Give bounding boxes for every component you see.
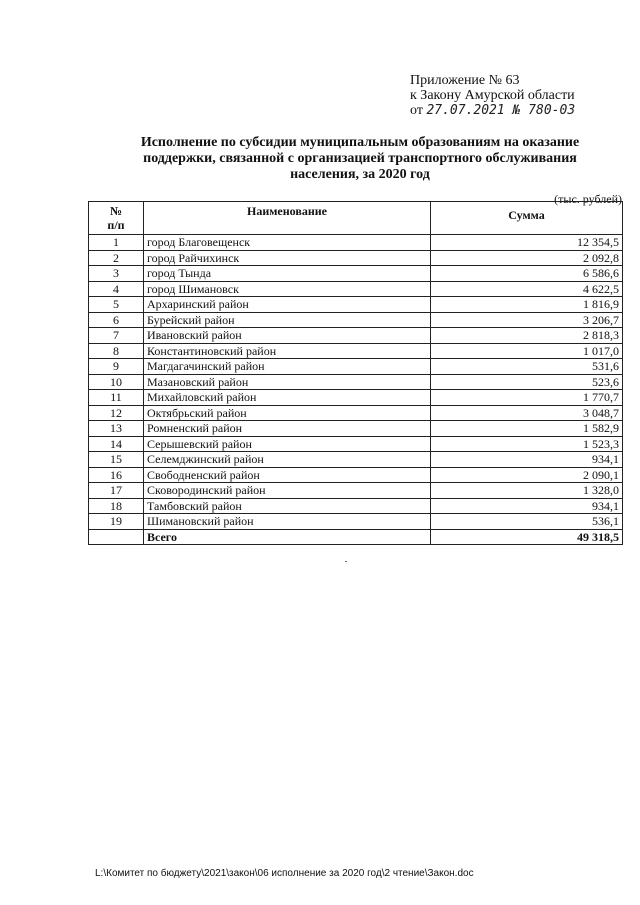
row-number-cell: 8 <box>89 343 144 359</box>
file-path-footer: L:\Комитет по бюджету\2021\закон\06 исполнение за 2020 год\2 чтение\Закон.doc <box>95 868 474 879</box>
table-row <box>89 359 623 375</box>
row-name-cell: город Тында <box>144 266 431 282</box>
row-sum-cell: 12 354,5 <box>431 235 623 251</box>
row-sum-cell: 4 622,5 <box>431 281 623 297</box>
row-number-cell: 5 <box>89 297 144 313</box>
row-name-cell: Архаринский район <box>144 297 431 313</box>
row-name-cell: Октябрьский район <box>144 405 431 421</box>
row-number-cell: 14 <box>89 436 144 452</box>
row-number-cell: 13 <box>89 421 144 437</box>
row-name-cell: город Благовещенск <box>144 235 431 251</box>
table-row <box>89 374 623 390</box>
row-sum-cell: 1 770,7 <box>431 390 623 406</box>
row-sum-cell: 2 090,1 <box>431 467 623 483</box>
row-number-cell: 17 <box>89 483 144 499</box>
header-sum: Сумма <box>431 202 623 235</box>
row-sum-cell: 2 092,8 <box>431 250 623 266</box>
row-sum-cell: 2 818,3 <box>431 328 623 344</box>
table-row <box>89 390 623 406</box>
row-number-cell: 19 <box>89 514 144 530</box>
row-name-cell: Бурейский район <box>144 312 431 328</box>
row-sum-cell: 934,1 <box>431 498 623 514</box>
appendix-block <box>410 73 610 118</box>
row-name-cell: город Райчихинск <box>144 250 431 266</box>
table-row <box>89 266 623 282</box>
row-name-cell: Константиновский район <box>144 343 431 359</box>
document-title <box>100 135 620 183</box>
row-sum-cell: 934,1 <box>431 452 623 468</box>
table-row <box>89 235 623 251</box>
table-row <box>89 436 623 452</box>
row-name-cell: Шимановский район <box>144 514 431 530</box>
row-number-cell: 9 <box>89 359 144 375</box>
title-line-1: Исполнение по субсидии муниципальным образованиям на оказание <box>140 135 580 150</box>
row-number-cell: 18 <box>89 498 144 514</box>
appendix-number: Приложение № 63 <box>410 73 520 88</box>
unit-label: (тыс. рублей) <box>554 192 622 206</box>
row-sum-cell: 531,6 <box>431 359 623 375</box>
total-sum-cell: 49 318,5 <box>431 529 623 545</box>
table-total-row <box>89 529 623 545</box>
row-number-cell: 1 <box>89 235 144 251</box>
table-row <box>89 250 623 266</box>
row-number-cell: 11 <box>89 390 144 406</box>
row-name-cell: Серышевский район <box>144 436 431 452</box>
table-row <box>89 343 623 359</box>
appendix-date-line <box>410 103 610 118</box>
table-row <box>89 328 623 344</box>
row-number-cell: 6 <box>89 312 144 328</box>
row-number-cell: 15 <box>89 452 144 468</box>
table-row <box>89 498 623 514</box>
row-sum-cell: 1 523,3 <box>431 436 623 452</box>
row-name-cell: Ромненский район <box>144 421 431 437</box>
row-number-cell: 2 <box>89 250 144 266</box>
row-name-cell: Ивановский район <box>144 328 431 344</box>
handwritten-date-number: 27.07.2021 № 780-03 <box>426 103 576 118</box>
row-sum-cell: 3 048,7 <box>431 405 623 421</box>
table-row <box>89 405 623 421</box>
header-name: Наименование <box>144 202 431 235</box>
row-name-cell: Михайловский район <box>144 390 431 406</box>
table-row <box>89 514 623 530</box>
row-sum-cell: 6 586,6 <box>431 266 623 282</box>
row-name-cell: Тамбовский район <box>144 498 431 514</box>
table-row <box>89 421 623 437</box>
row-sum-cell: 536,1 <box>431 514 623 530</box>
row-number-cell: 12 <box>89 405 144 421</box>
row-sum-cell: 1 328,0 <box>431 483 623 499</box>
table-row <box>89 452 623 468</box>
row-name-cell: Сковородинский район <box>144 483 431 499</box>
table-row <box>89 483 623 499</box>
row-number-cell: 10 <box>89 374 144 390</box>
row-sum-cell: 1 816,9 <box>431 297 623 313</box>
row-name-cell: Свободненский район <box>144 467 431 483</box>
table-row <box>89 297 623 313</box>
title-line-3: населения, за 2020 год <box>290 167 430 182</box>
total-number-cell <box>89 529 144 545</box>
header-number-line-2: п/п <box>107 218 125 232</box>
subsidy-table <box>88 201 623 545</box>
row-sum-cell: 3 206,7 <box>431 312 623 328</box>
table-row <box>89 281 623 297</box>
table-row <box>89 467 623 483</box>
title-line-2: поддержки, связанной с организацией транспортного обслуживания <box>143 151 577 166</box>
row-sum-cell: 1 017,0 <box>431 343 623 359</box>
appendix-law-reference: к Закону Амурской области <box>410 88 575 103</box>
row-name-cell: город Шимановск <box>144 281 431 297</box>
row-sum-cell: 1 582,9 <box>431 421 623 437</box>
row-number-cell: 7 <box>89 328 144 344</box>
header-number <box>89 202 144 235</box>
row-number-cell: 3 <box>89 266 144 282</box>
row-number-cell: 16 <box>89 467 144 483</box>
appendix-date-prefix: от <box>410 103 423 118</box>
row-name-cell: Мазановский район <box>144 374 431 390</box>
row-number-cell: 4 <box>89 281 144 297</box>
row-name-cell: Магдагачинский район <box>144 359 431 375</box>
stray-mark <box>345 561 347 562</box>
table-header-row <box>89 202 623 235</box>
table-row <box>89 312 623 328</box>
total-label-cell: Всего <box>144 529 431 545</box>
header-number-line-1: № <box>109 204 123 218</box>
row-name-cell: Селемджинский район <box>144 452 431 468</box>
table-body <box>89 235 623 545</box>
row-sum-cell: 523,6 <box>431 374 623 390</box>
